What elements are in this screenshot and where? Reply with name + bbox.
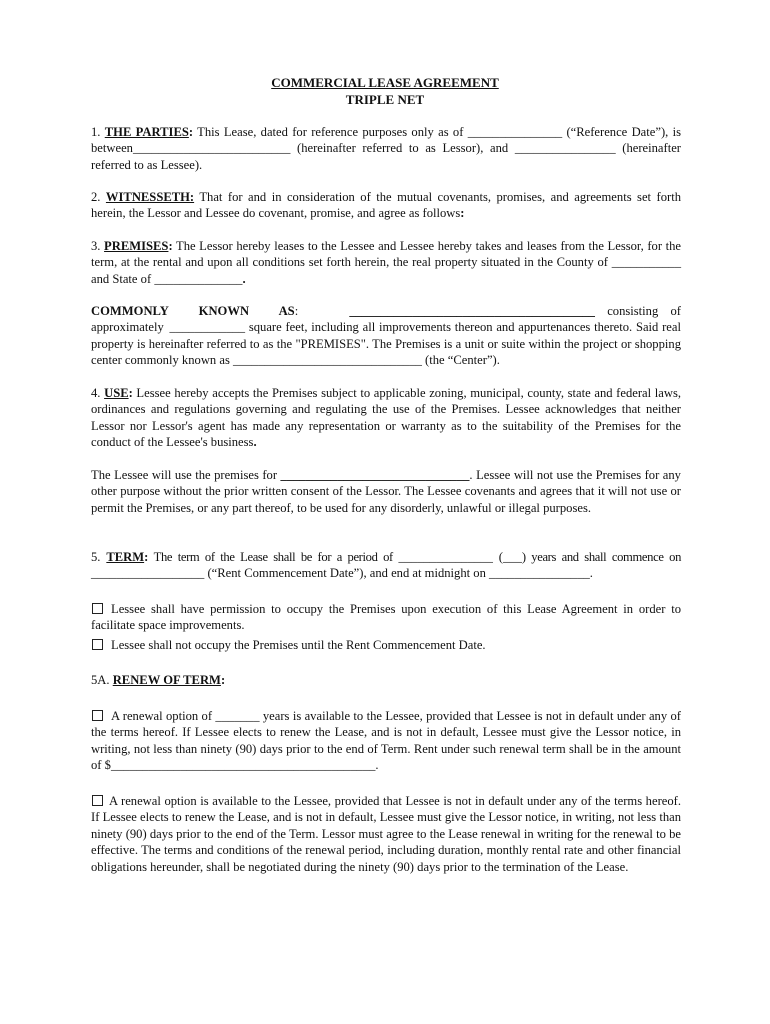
section-premises: 3. PREMISES: The Lessor hereby leases to the Lessee and Lessee hereby takes and leases from the Lessor, for the term, at the rental and upon all conditions set forth herein, the real property situated in the County of ___________ and State of ______________. [91, 239, 682, 286]
section-heading: RENEW OF TERM [112, 673, 221, 687]
section-renew-of-term: 5A. RENEW OF TERM: [91, 673, 226, 687]
early-occupancy-checkbox[interactable] [92, 603, 103, 614]
renewal-negotiated-checkbox[interactable] [92, 795, 103, 806]
option-renewal-fixed-rent: A renewal option of _______ years is available to the Lessee, provided that Lessee is not in default under any of the terms hereof. If Lessee elects to renew the Lease, and is not in default, Lessee must give the Lessor notice, in writing, not less than ninety (90) days prior to the end of Term. Rent under such renewal term shall be in the amount of $__________________________________________. [91, 709, 681, 773]
document-title: COMMERCIAL LEASE AGREEMENT [271, 75, 499, 90]
document-subtitle: TRIPLE NET [345, 92, 425, 107]
commencement-date-field[interactable]: __________________ [91, 566, 205, 581]
reference-date-field[interactable]: _______________ [467, 125, 563, 139]
state-field[interactable]: ______________ [154, 271, 243, 286]
premises-address-field[interactable]: _______________________________________ [349, 304, 595, 318]
option-early-occupancy: Lessee shall have permission to occupy the Premises upon execution of this Lease Agreement in order to facilitate space improvements. [91, 602, 681, 633]
option-renewal-negotiated: A renewal option is available to the Lessee, provided that Lessee is not in default under any of the terms hereof. If Lessee elects to renew the Lease, and is not in default, Lessee must give the Lessor notice, in writing, not less than ninety (90) days prior to the end of the Term. Lessor must agree to the Lease renewal in writing for the renewal to be effective. The terms and conditions of the renewal period, including duration, monthly rental rate and other financial obligations hereunder, shall be negotiated during the ninety (90) days prior to the termination of the Lease. [91, 794, 681, 874]
lessee-name-field[interactable]: ________________ [514, 141, 616, 156]
section-term: 5. TERM: The term of the Lease shall be for a period of _______________ (___) years and shall commence on __________________ (“Rent Commencement Date”), and end at midnight on ________________. [91, 550, 682, 581]
center-name-field[interactable]: ______________________________ [233, 353, 422, 368]
section-commonly-known-as: COMMONLY KNOWN AS: _______________________________________ consisting of approximately ____________ square feet, including all improvements thereon and appurtenances thereto. Said real property is hereinafter referred to as the "PREMISES". The Premises is a unit or suite within the project or shopping center commonly known as ______________________________ (the “Center”). [91, 304, 681, 368]
section-heading: WITNESSETH: [105, 190, 195, 204]
end-date-field[interactable]: ________________ [489, 566, 590, 581]
county-field[interactable]: ___________ [611, 255, 681, 270]
section-use: 4. USE: Lessee hereby accepts the Premises subject to applicable zoning, municipal, county, state and federal laws, ordinances and regulations governing and regulating the use of the Premises. Lessee acknowledges that neither Lessor nor Lessor's agent has made any representation or warranty as to the suitability of the Premises for the conduct of the Lessee's business. [91, 386, 682, 450]
square-feet-field[interactable]: ____________ [169, 320, 246, 335]
section-heading: THE PARTIES [104, 125, 189, 139]
use-purpose-field[interactable]: ______________________________ [280, 468, 470, 482]
term-years-field[interactable]: ___ [502, 550, 522, 564]
renewal-fixed-rent-checkbox[interactable] [92, 710, 103, 721]
section-heading: PREMISES [104, 239, 169, 253]
section-heading: TERM [106, 550, 145, 564]
section-parties: 1. THE PARTIES: This Lease, dated for reference purposes only as of _______________ (“Reference Date”), is between_________________________ (hereinafter referred to as Lessor), and ________________ (hereinafter referred to as Lessee). [91, 125, 681, 172]
renewal-rent-field[interactable]: __________________________________________ [110, 758, 376, 773]
renewal-years-field[interactable]: _______ [215, 709, 260, 723]
section-use-purpose: The Lessee will use the premises for ______________________________. Lessee will not use the Premises for any other purpose without the prior written consent of the Lessor. The Lessee covenants and agrees that it will not use or permit the Premises, or any part thereof, to be used for any disorderly, unlawful or illegal purposes. [91, 468, 681, 515]
option-no-early-occupancy: Lessee shall not occupy the Premises until the Rent Commencement Date. [91, 637, 681, 653]
lessor-name-field[interactable]: _________________________ [132, 141, 291, 156]
section-heading: USE [104, 386, 129, 400]
no-early-occupancy-checkbox[interactable] [92, 639, 103, 650]
commonly-known-as-label: COMMONLY KNOWN AS [91, 304, 295, 318]
section-witnesseth: 2. WITNESSETH: That for and in consideration of the mutual covenants, promises, and agreements set forth herein, the Lessor and Lessee do covenant, promise, and agree as follows: [91, 190, 682, 221]
term-period-field[interactable]: _______________ [398, 550, 493, 564]
